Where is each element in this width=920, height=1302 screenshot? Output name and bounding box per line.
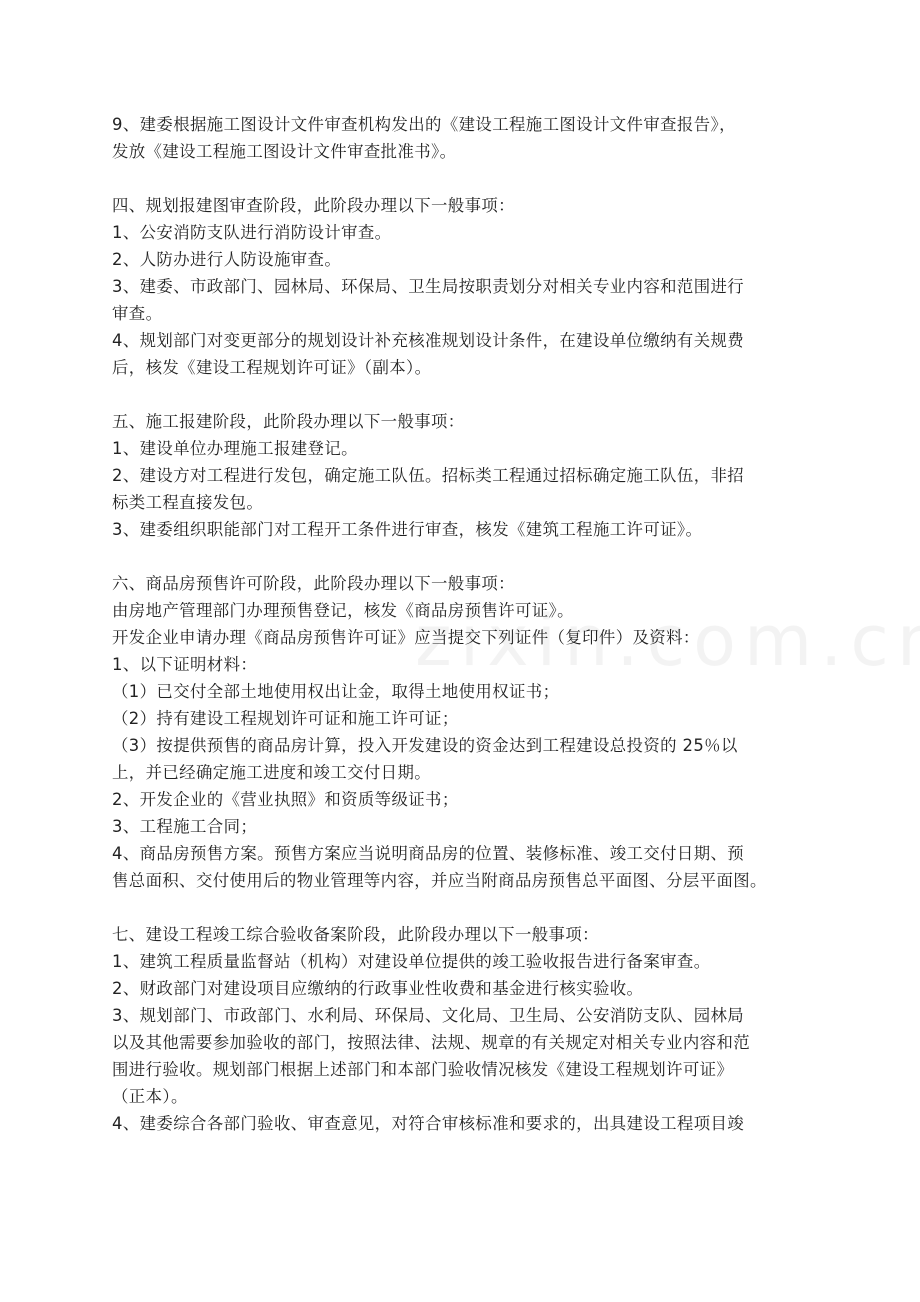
text-line: 1、建设单位办理施工报建登记。 xyxy=(112,439,358,458)
section-six xyxy=(112,570,816,894)
text-line: 开发企业申请办理《商品房预售许可证》应当提交下列证件（复印件）及资料： xyxy=(112,628,700,647)
section-heading: 四、规划报建图审查阶段，此阶段办理以下一般事项： xyxy=(112,196,515,215)
text-line: 1、建筑工程质量监督站（机构）对建设单位提供的竣工验收报告进行备案审查。 xyxy=(112,952,711,971)
text-line: 3、规划部门、市政部门、水利局、环保局、文化局、卫生局、公安消防支队、园林局 xyxy=(112,1006,745,1025)
text-line: 4、规划部门对变更部分的规划设计补充核准规划设计条件，在建设单位缴纳有关规费 xyxy=(112,331,745,350)
text-line: 审查。 xyxy=(112,304,163,323)
text-line: 以及其他需要参加验收的部门，按照法律、法规、规章的有关规定对相关专业内容和范 xyxy=(112,1033,751,1052)
text-line: 2、财政部门对建设项目应缴纳的行政事业性收费和基金进行核实验收。 xyxy=(112,979,644,998)
text-line: 围进行验收。规划部门根据上述部门和本部门验收情况核发《建设工程规划许可证》 xyxy=(112,1060,734,1079)
text-line: （3）按提供预售的商品房计算，投入开发建设的资金达到工程建设总投资的 25％以 xyxy=(112,736,738,755)
text-line: （2）持有建设工程规划许可证和施工许可证； xyxy=(112,709,459,728)
document-body xyxy=(112,111,816,1137)
text-line: 上，并已经确定施工进度和竣工交付日期。 xyxy=(112,763,432,782)
paragraph-gap xyxy=(112,381,816,408)
paragraph-gap xyxy=(112,165,816,192)
text-line: 1、以下证明材料： xyxy=(112,655,258,674)
section-four xyxy=(112,192,816,381)
section-9-item xyxy=(112,111,816,165)
text-line: 由房地产管理部门办理预售登记，核发《商品房预售许可证》。 xyxy=(112,601,574,620)
text-line: 发放《建设工程施工图设计文件审查批准书》。 xyxy=(112,142,457,161)
text-line: 3、建委、市政部门、园林局、环保局、卫生局按职责划分对相关专业内容和范围进行 xyxy=(112,277,745,296)
section-heading: 六、商品房预售许可阶段，此阶段办理以下一般事项： xyxy=(112,574,515,593)
paragraph-gap xyxy=(112,543,816,570)
text-line: 售总面积、交付使用后的物业管理等内容，并应当附商品房预售总平面图、分层平面图。 xyxy=(112,871,767,890)
text-line: 9、建委根据施工图设计文件审查机构发出的《建设工程施工图设计文件审查报告》， xyxy=(112,115,736,134)
text-line: 2、人防办进行人防设施审查。 xyxy=(112,250,342,269)
text-line: 4、建委综合各部门验收、审查意见，对符合审核标准和要求的，出具建设工程项目竣 xyxy=(112,1114,745,1133)
text-line: 标类工程直接发包。 xyxy=(112,493,264,512)
text-line: 4、商品房预售方案。预售方案应当说明商品房的位置、装修标准、竣工交付日期、预 xyxy=(112,844,745,863)
section-seven xyxy=(112,921,816,1137)
paragraph-gap xyxy=(112,894,816,921)
text-line: （1）已交付全部土地使用权出让金，取得土地使用权证书； xyxy=(112,682,560,701)
text-line: 后，核发《建设工程规划许可证》（副本）。 xyxy=(112,358,432,377)
section-heading: 五、施工报建阶段，此阶段办理以下一般事项： xyxy=(112,412,465,431)
section-five xyxy=(112,408,816,543)
text-line: 3、工程施工合同； xyxy=(112,817,258,836)
text-line: 1、公安消防支队进行消防设计审查。 xyxy=(112,223,392,242)
text-line: 2、建设方对工程进行发包，确定施工队伍。招标类工程通过招标确定施工队伍，非招 xyxy=(112,466,745,485)
text-line: 3、建委组织职能部门对工程开工条件进行审查，核发《建筑工程施工许可证》。 xyxy=(112,520,703,539)
section-heading: 七、建设工程竣工综合验收备案阶段，此阶段办理以下一般事项： xyxy=(112,925,599,944)
text-line: （正本）。 xyxy=(112,1087,188,1106)
text-line: 2、开发企业的《营业执照》和资质等级证书； xyxy=(112,790,459,809)
